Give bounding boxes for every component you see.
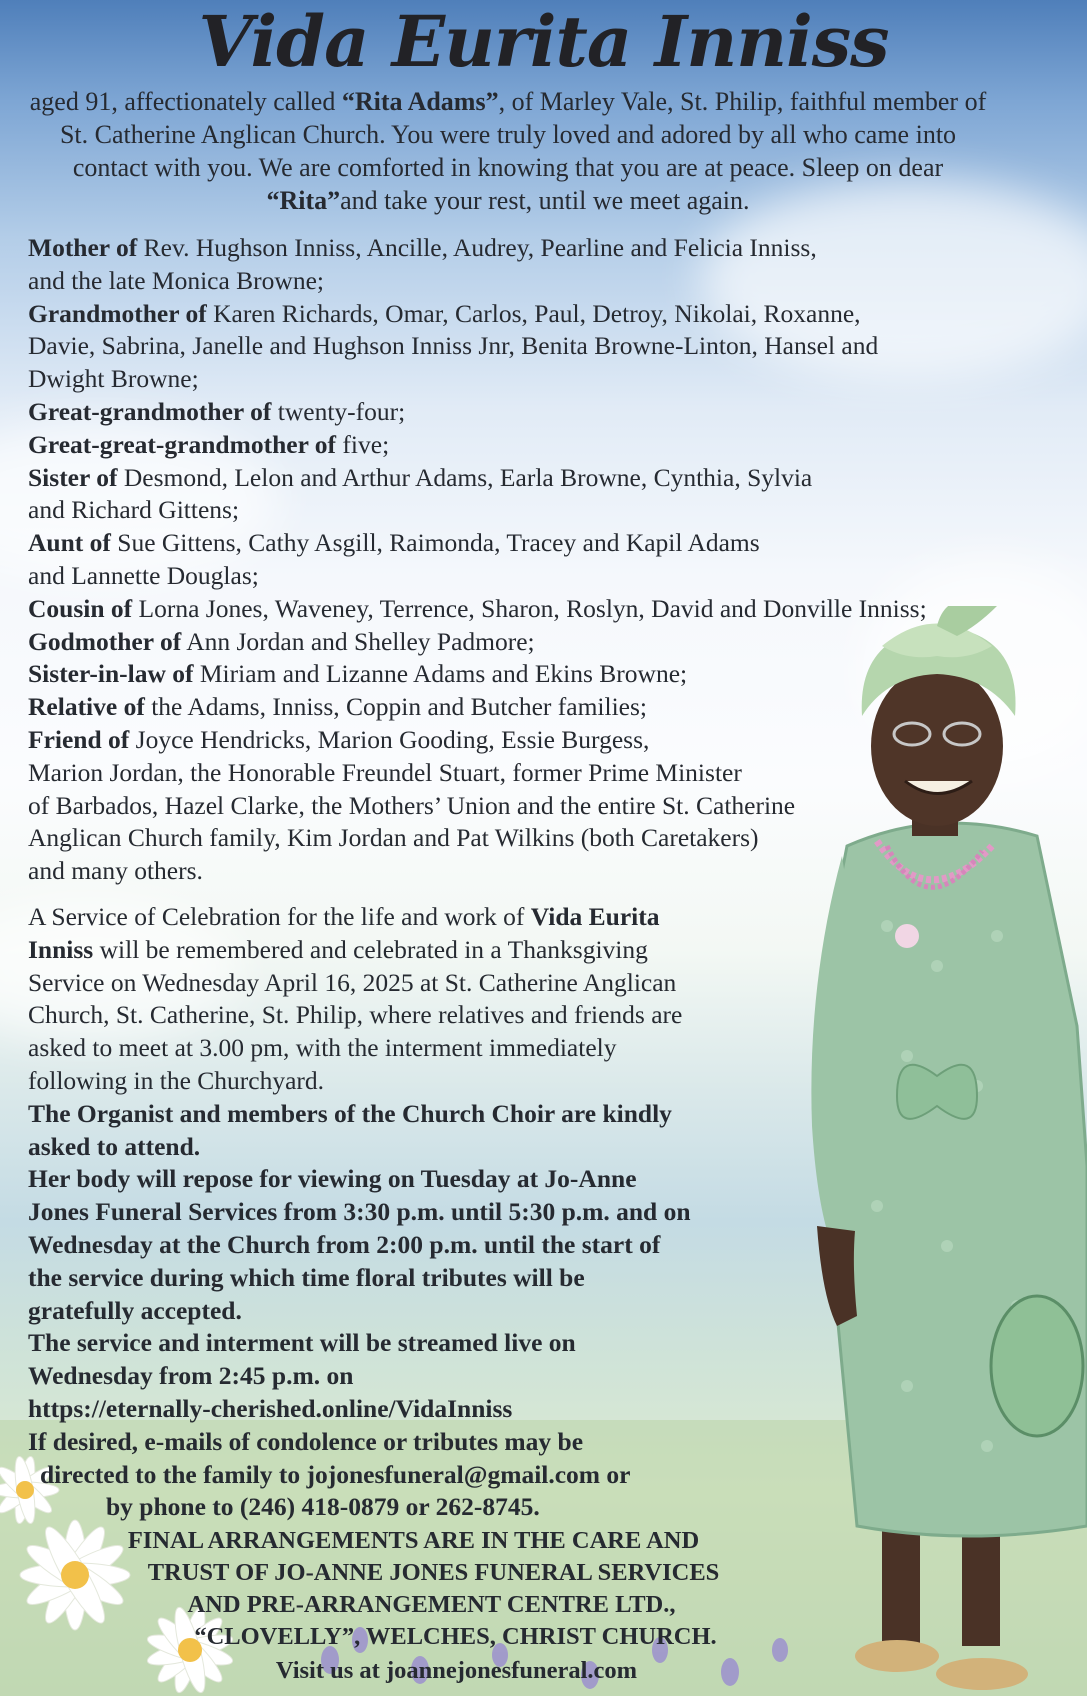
relation-names: of Barbados, Hazel Clarke, the Mothers’ Union and the entire St. Catherine (28, 790, 796, 820)
website-link[interactable]: Visit us at joannejonesfuneral.com (275, 1657, 638, 1684)
service-line: Service on Wednesday April 16, 2025 at St. Catherine Anglican (28, 967, 677, 997)
relation-names: Sue Gittens, Cathy Asgill, Raimonda, Tracey and Kapil Adams (110, 528, 760, 558)
relation-label: Godmother of (28, 626, 182, 656)
intro-paragraph (28, 85, 988, 217)
deceased-name: Inniss (28, 934, 94, 964)
stream-link[interactable]: https://eternally-cherished.online/VidaInniss (28, 1393, 513, 1423)
service-line: asked to meet at 3.00 pm, with the interment immediately (28, 1033, 617, 1063)
relation-great-great-grandmother (28, 429, 927, 462)
relation-label: Sister-in-law of (28, 659, 194, 689)
relation-label: Sister of (28, 462, 118, 492)
relation-names: Karen Richards, Omar, Carlos, Paul, Detroy, Nikolai, Roxanne, (206, 298, 861, 328)
relation-names: Marion Jordan, the Honorable Freundel Stuart, former Prime Minister (28, 757, 742, 787)
service-line (28, 934, 691, 967)
relation-label: Grandmother of (28, 298, 207, 328)
relation-names: twenty-four; (271, 396, 406, 426)
viewing-note: Her body will repose for viewing on Tuesday at Jo-Anne (28, 1164, 637, 1194)
relation-names: and the late Monica Browne; (28, 265, 324, 295)
choir-note: asked to attend. (28, 1131, 201, 1161)
relation-label: Relative of (28, 692, 145, 722)
relation-grandmother (28, 298, 927, 396)
closing-line: TRUST OF JO-ANNE JONES FUNERAL SERVICES (147, 1559, 720, 1586)
deceased-name: Vida Eurita (530, 902, 660, 931)
service-line: following in the Churchyard. (28, 1065, 325, 1095)
deceased-name-title: Vida Eurita Inniss (198, 0, 889, 83)
relation-label: Mother of (28, 233, 138, 262)
viewing-note: the service during which time floral tributes will be (28, 1262, 585, 1292)
relation-label: Aunt of (28, 528, 111, 558)
service-text: will be remembered and celebrated in a Thanksgiving (93, 934, 648, 964)
relation-mother (28, 232, 927, 298)
relation-relative (28, 691, 927, 724)
choir-note: The Organist and members of the Church Choir are kindly (28, 1098, 672, 1128)
intro-text: and take your rest, until we meet again. (340, 186, 750, 215)
condolence-email[interactable]: directed to the family to jojonesfuneral@gmail.com or (40, 1459, 631, 1489)
service-line: Church, St. Catherine, St. Philip, where relatives and friends are (28, 1000, 683, 1030)
relation-sister (28, 462, 927, 528)
relation-names: the Adams, Inniss, Coppin and Butcher families; (144, 692, 647, 722)
relation-names: Davie, Sabrina, Janelle and Hughson Inniss Jnr, Benita Browne-Linton, Hansel and (28, 331, 879, 361)
relation-names: Anglican Church family, Kim Jordan and Pat Wilkins (both Caretakers) (28, 823, 759, 853)
intro-text: , of Marley Vale, St. Philip, faithful member of St. Catherine Anglican Church. You were truly loved and adored by all who came into contact with you. We are comforted in knowing that you are at peace. Sleep on dear (59, 87, 987, 182)
nickname: “Rita Adams” (341, 87, 499, 116)
viewing-note: Wednesday at the Church from 2:00 p.m. until the start of (28, 1229, 661, 1259)
relation-names: Ann Jordan and Shelley Padmore; (181, 626, 535, 656)
relation-names: Dwight Browne; (28, 364, 199, 394)
relation-names: Miriam and Lizanne Adams and Ekins Browne; (193, 659, 688, 689)
relation-label: Friend of (28, 724, 130, 754)
nickname: “Rita” (266, 186, 341, 215)
relation-sister-in-law (28, 658, 927, 691)
closing-line: AND PRE-ARRANGEMENT CENTRE LTD., (187, 1591, 676, 1618)
relation-names: and Lannette Douglas; (28, 560, 259, 590)
relation-godmother (28, 626, 927, 659)
relation-friend (28, 724, 927, 888)
relation-names: Lorna Jones, Waveney, Terrence, Sharon, Roslyn, David and Donville Inniss; (132, 593, 927, 623)
family-list (28, 232, 927, 888)
intro-text: aged 91, affectionately called (29, 87, 342, 116)
condolence-note: If desired, e-mails of condolence or tributes may be (28, 1426, 584, 1456)
condolence-phone: by phone to (246) 418-0879 or 262-8745. (106, 1492, 540, 1522)
stream-note: The service and interment will be streamed live on (28, 1328, 576, 1358)
closing-line: “CLOVELLY”, WELCHES, CHRIST CHURCH. (194, 1623, 717, 1650)
relation-great-grandmother (28, 396, 927, 429)
relation-names: five; (336, 429, 390, 459)
relation-cousin (28, 593, 927, 626)
relation-names: Desmond, Lelon and Arthur Adams, Earla Browne, Cynthia, Sylvia (117, 462, 813, 492)
relation-label: Great-great-grandmother of (28, 429, 337, 459)
stream-note: Wednesday from 2:45 p.m. on (28, 1361, 354, 1391)
relation-label: Cousin of (28, 593, 133, 623)
relation-label: Great-grandmother of (28, 396, 272, 426)
service-text: A Service of Celebration for the life and work of (28, 902, 531, 931)
relation-names: Rev. Hughson Inniss, Ancille, Audrey, Pearline and Felicia Inniss, (137, 233, 817, 262)
relation-names: and many others. (28, 856, 203, 886)
closing-line: FINAL ARRANGEMENTS ARE IN THE CARE AND (127, 1527, 700, 1554)
relation-aunt (28, 527, 927, 593)
viewing-note: gratefully accepted. (28, 1295, 242, 1325)
relation-names: Joyce Hendricks, Marion Gooding, Essie Burgess, (129, 724, 650, 754)
service-details (28, 901, 691, 1524)
service-line (28, 901, 691, 934)
viewing-note: Jones Funeral Services from 3:30 p.m. until 5:30 p.m. and on (28, 1197, 691, 1227)
relation-names: and Richard Gittens; (28, 495, 240, 525)
